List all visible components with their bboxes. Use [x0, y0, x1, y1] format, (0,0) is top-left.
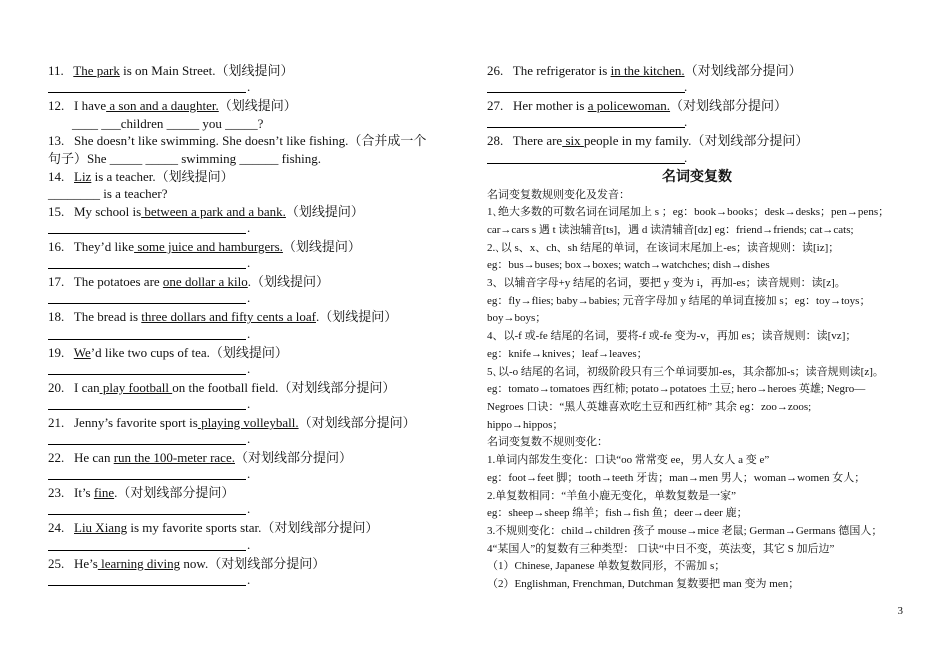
note-line: hippo→hippos； [487, 418, 564, 431]
answer-line: . [48, 256, 468, 274]
note-line: 名词变复数规则变化及发音： [487, 188, 630, 201]
question-24: 24. Liu Xiang is my favorite sports star.（对划线部分提问） [48, 520, 379, 536]
answer-line: . [48, 361, 468, 379]
note-line: eg：foot→feet 脚；tooth→teeth 牙齿；man→men 男人；woman→women 女人； [487, 471, 866, 484]
right-column [487, 62, 907, 594]
question-27: 27. Her mother is a policewoman.（对划线部分提问） [487, 98, 788, 114]
note-line: eg：tomato→tomatoes 西红柿; potato→potatoes 土豆; hero→heroes 英雄; Negro— [487, 383, 866, 396]
question-15: 15. My school is between a park and a bank.（划线提问） [48, 203, 364, 219]
answer-line: . [48, 326, 468, 344]
question-16: 16. They’d like some juice and hamburgers.（划线提问） [48, 238, 361, 254]
question-17: 17. The potatoes are one dollar a kilo.（划线提问） [48, 274, 330, 290]
answer-line: . [48, 537, 468, 555]
underlined-part: The park [73, 63, 120, 78]
question-14-blanks: ________ is a teacher? [48, 186, 168, 202]
underlined-part: Liz [74, 168, 92, 184]
underlined-part: a son and a daughter. [106, 98, 219, 114]
question-number: 11. [48, 63, 64, 78]
note-line: 4、以-f 或-fe 结尾的名词，要将-f 或-fe 变为-v，再加 es；读音规则：读[vz]； [487, 330, 857, 343]
question-25: 25. He’s learning diving now.（对划线部分提问） [48, 555, 326, 571]
grammar-notes [487, 187, 907, 594]
question-13-blanks: 句子）She _____ _____ swimming ______ fishing. [48, 150, 322, 166]
question-21: 21. Jenny’s favorite sport is playing volleyball.（对划线部分提问） [48, 414, 416, 430]
answer-line: . [487, 150, 907, 168]
note-line: （2）Englishman, Frenchman, Dutchman 复数要把 man 变为 men； [487, 578, 800, 591]
note-line: car→cars s 遇 t 读浊辅音[ts]，遇 d 读清辅音[dz] eg：friend→friends; cat→cats; [487, 223, 854, 236]
underlined-part: between a park and a bank. [141, 203, 286, 219]
answer-line: . [48, 431, 468, 449]
answer-line: . [48, 396, 468, 414]
underlined-part: three dollars and fifty cents a loaf [141, 309, 316, 325]
underlined-part: We [73, 344, 91, 360]
note-line: 2.､以 s、x、ch、sh 结尾的单词，在该词末尾加上-es；读音规则：读[iz]； [487, 241, 840, 254]
note-line: （1）Chinese, Japanese 单数复数同形，不需加 s； [487, 560, 726, 573]
note-line: 3.不规则变化：child→children 孩子 mouse→mice 老鼠; German→Germans 德国人； [487, 524, 883, 537]
note-line: 4“某国人”的复数有三种类型： 口诀“中日不变，英法变，其它 S 加后边” [487, 542, 835, 555]
question-23: 23. It’s fine.（对划线部分提问） [48, 485, 235, 501]
answer-line: . [48, 291, 468, 309]
underlined-part: Liu Xiang [74, 520, 128, 536]
note-line: 名词变复数不规则变化： [487, 436, 608, 449]
note-line: eg：knife→knives；leaf→leaves； [487, 347, 648, 360]
question-22: 22. He can run the 100-meter race.（对划线部分提问） [48, 450, 352, 466]
question-12-blanks: ____ ___children _____ you _____? [72, 115, 264, 131]
question-19: 19. We’d like two cups of tea.（划线提问） [48, 344, 288, 360]
question-20: 20. I can play football on the football field.（对划线部分提问） [48, 379, 396, 395]
note-line: eg：sheep→sheep 绵羊；fish→fish 鱼；deer→deer 鹿； [487, 507, 748, 520]
question-12: 12. I have a son and a daughter.（划线提问） [48, 98, 297, 114]
question-text: is on Main Street.（划线提问） [119, 63, 294, 78]
question-13: 13. She doesn’t like swimming. She doesn’t like fishing.（合并成一个 [48, 133, 427, 149]
section-title: 名词变复数 [662, 168, 732, 185]
answer-line: . [48, 220, 468, 238]
underlined-part: run the 100-meter race. [113, 450, 235, 466]
note-line: 1.单词内部发生变化：口诀“oo 常常变 ee，男人女人 a 变 e” [487, 454, 770, 467]
underlined-part: fine [93, 485, 115, 501]
question-14: 14. Liz is a teacher.（划线提问） [48, 168, 234, 184]
answer-line: . [48, 467, 468, 485]
note-line: 2.单复数相同：“羊鱼小鹿无变化，单数复数是一家” [487, 489, 737, 502]
page-number: 3 [897, 605, 903, 617]
note-line: 3、以辅音字母+y 结尾的名词，要把 y 变为 i，再加-es；读音规则：读[z]。 [487, 277, 846, 290]
question-26: 26. The refrigerator is in the kitchen.（对划线部分提问） [487, 63, 802, 78]
answer-line: . [48, 572, 468, 590]
answer-line: . [487, 115, 907, 133]
underlined-part: a policewoman. [587, 98, 671, 114]
question-28: 28. There are six people in my family.（对划线部分提问） [487, 133, 809, 149]
underlined-part: one dollar a kilo [162, 274, 248, 290]
underlined-part: learning diving [97, 555, 181, 571]
note-line: 5､以-o 结尾的名词，初级阶段只有三个单词要加-es，其余都加-s；读音规则读[z]。 [487, 365, 884, 378]
underlined-part: some juice and hamburgers. [134, 238, 283, 254]
underlined-part: six [562, 133, 584, 149]
question-18: 18. The bread is three dollars and fifty cents a loaf.（划线提问） [48, 309, 398, 325]
left-column [48, 62, 468, 590]
question-11 [48, 62, 468, 80]
answer-line: . [487, 80, 907, 98]
note-line: Negroes 口诀：“黑人英雄喜欢吃土豆和西红柿” 其余 eg：zoo→zoos; [487, 401, 812, 413]
note-line: boy→boys； [487, 312, 547, 325]
answer-line: . [48, 80, 468, 98]
underlined-part: playing volleyball. [197, 414, 299, 430]
note-line: eg：fly→flies; baby→babies; 元音字母加 y 结尾的单词直接加 s；eg：toy→toys； [487, 294, 871, 307]
underlined-part: in the kitchen. [610, 63, 685, 78]
answer-line: . [48, 502, 468, 520]
underlined-part: play football [99, 379, 173, 395]
note-line: 1､绝大多数的可数名词在词尾加上 s ；eg：book→books；desk→desks；pen→pens； [487, 206, 890, 219]
note-line: eg：bus→buses; box→boxes; watch→watchches; dish→dishes [487, 259, 770, 272]
